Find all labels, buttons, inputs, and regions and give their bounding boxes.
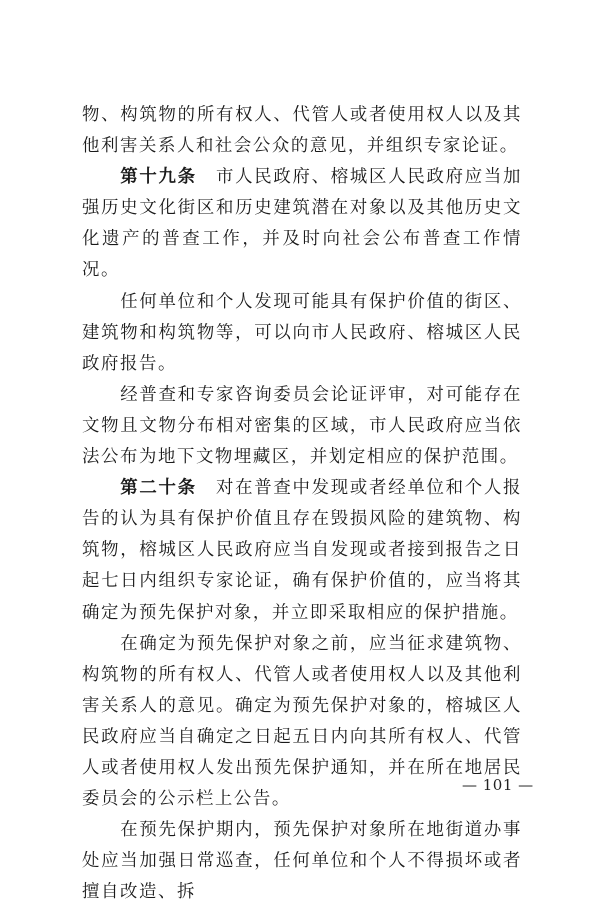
paragraph-text: 物、构筑物的所有权人、代管人或者使用权人以及其他利害关系人和社会公众的意见，并组织专家论证。 — [82, 105, 522, 157]
paragraph-text: 任何单位和个人发现可能具有保护价值的街区、建筑物和构筑物等，可以向市人民政府、榕城区人民政府报告。 — [82, 291, 522, 374]
paragraph-text: 市人民政府、榕城区人民政府应当加强历史文化街区和历史建筑潜在对象以及其他历史文化遗产的普查工作，并及时向社会公布普查工作情况。 — [82, 167, 523, 281]
paragraph — [82, 380, 522, 473]
body-text — [82, 100, 522, 908]
paragraph-text: 在确定为预先保护对象之前，应当征求建筑物、构筑物的所有权人、代管人或者使用权人以及其他利害关系人的意见。确定为预先保护对象的，榕城区人民政府应当自确定之日起五日内向其所有权人、代管人或者使用权人发出预先保护通知，并在所在地居民委员会的公示栏上公告。 — [82, 633, 522, 810]
paragraph — [82, 100, 522, 162]
paragraph-text: 对在普查中发现或者经单位和个人报告的认为具有保护价值且存在毁损风险的建筑物、构筑物，榕城区人民政府应当自发现或者接到报告之日起七日内组织专家论证，确有保护价值的，应当将其确定为预先保护对象，并立即采取相应的保护措施。 — [82, 478, 523, 623]
page-number: — 101 — — [462, 776, 534, 794]
paragraph-text: 在预先保护期内，预先保护对象所在地街道办事处应当加强日常巡查，任何单位和个人不得损坏或者擅自改造、拆 — [82, 820, 522, 903]
paragraph — [82, 629, 522, 816]
paragraph — [82, 473, 522, 628]
paragraph — [82, 287, 522, 380]
article-heading: 第二十条 — [120, 478, 197, 499]
paragraph-text: 经普查和专家咨询委员会论证评审，对可能存在文物且文物分布相对密集的区域，市人民政府应当依法公布为地下文物埋藏区，并划定相应的保护范围。 — [82, 384, 522, 468]
article-heading: 第十九条 — [120, 167, 197, 188]
paragraph — [82, 815, 522, 908]
paragraph — [82, 162, 522, 286]
